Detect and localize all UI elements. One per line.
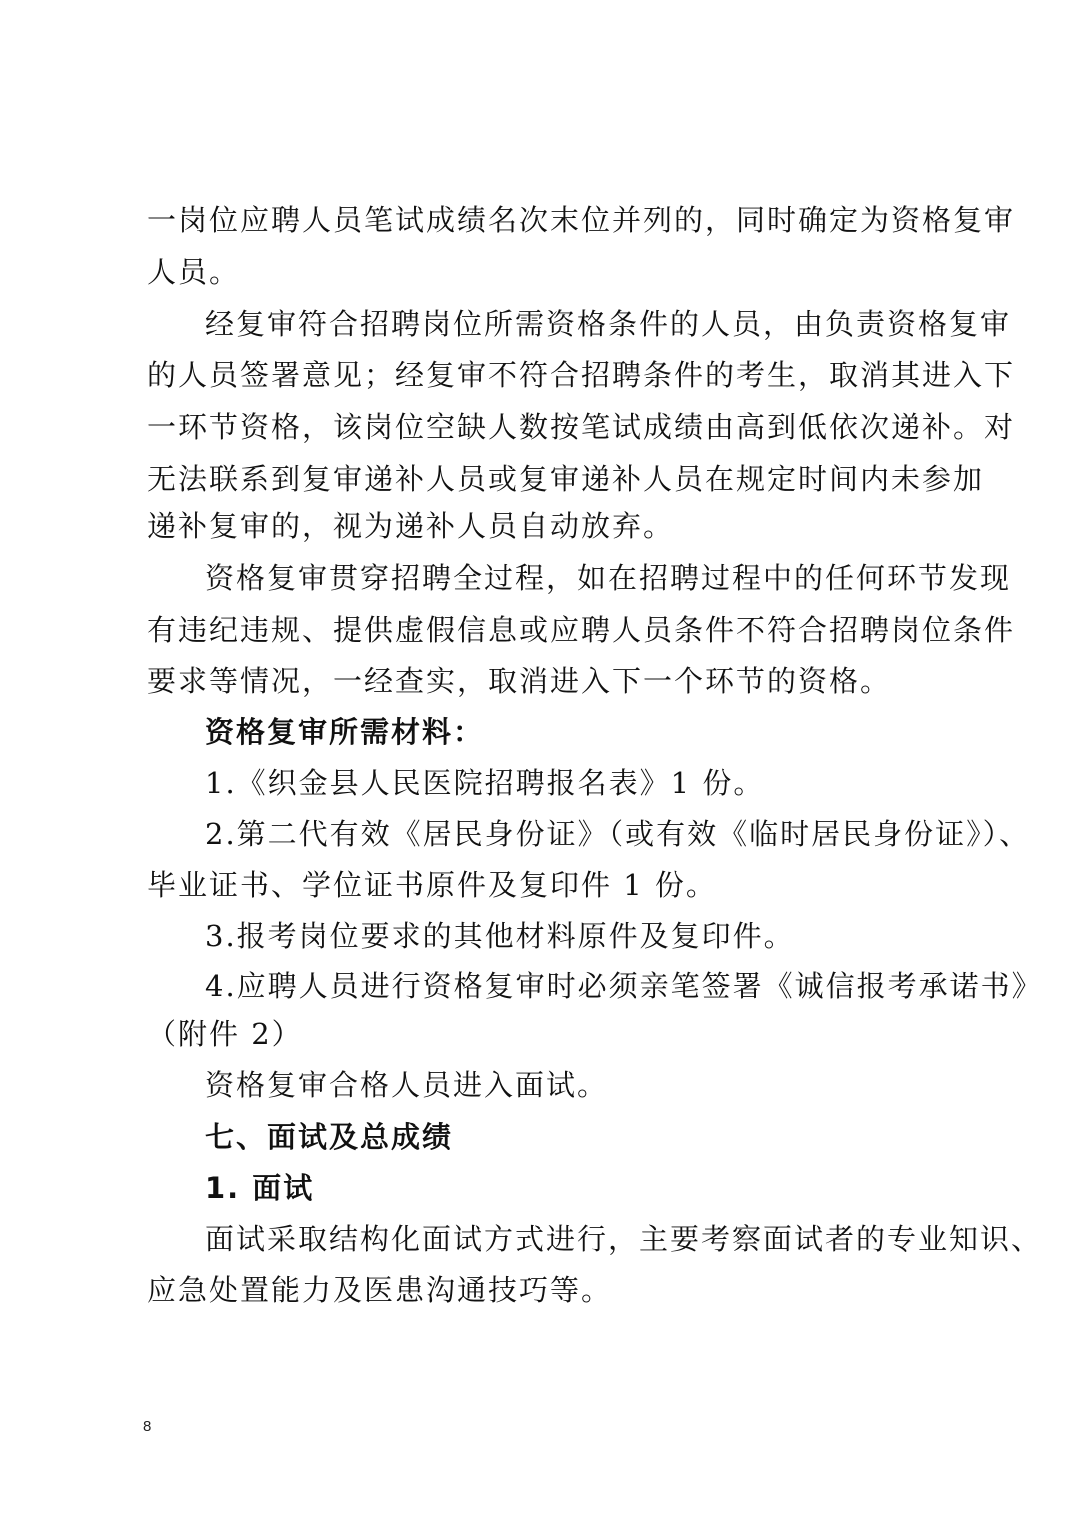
list-item: 1.《织金县人民医院招聘报名表》1 份。	[205, 766, 765, 800]
list-item: 3.报考岗位要求的其他材料原件及复印件。	[205, 919, 795, 953]
paragraph-line: 经复审符合招聘岗位所需资格条件的人员，由负责资格复审	[205, 307, 1012, 341]
paragraph-line: 一岗位应聘人员笔试成绩名次末位并列的，同时确定为资格复审	[147, 203, 1016, 237]
subsection-heading: 1. 面试	[205, 1171, 315, 1205]
list-item: 2.第二代有效《居民身份证》（或有效《临时居民身份证》）、	[205, 817, 1031, 851]
paragraph-line: 面试采取结构化面试方式进行，主要考察面试者的专业知识、	[205, 1222, 1043, 1256]
list-item-continuation: （附件 2）	[147, 1017, 303, 1051]
paragraph-line: 一环节资格，该岗位空缺人数按笔试成绩由高到低依次递补。对	[147, 410, 1016, 444]
paragraph-line: 递补复审的，视为递补人员自动放弃。	[147, 509, 675, 543]
materials-heading: 资格复审所需材料：	[205, 715, 485, 749]
paragraph-line: 资格复审合格人员进入面试。	[205, 1068, 609, 1102]
list-item-continuation: 毕业证书、学位证书原件及复印件 1 份。	[147, 868, 717, 902]
section-heading: 七、面试及总成绩	[205, 1120, 454, 1154]
list-item: 4.应聘人员进行资格复审时必须亲笔签署《诚信报考承诺书》	[205, 969, 1043, 1003]
paragraph-line: 资格复审贯穿招聘全过程，如在招聘过程中的任何环节发现	[205, 561, 1012, 595]
paragraph-line: 人员。	[147, 255, 241, 289]
paragraph-line: 应急处置能力及医患沟通技巧等。	[147, 1273, 613, 1307]
paragraph-line: 有违纪违规、提供虚假信息或应聘人员条件不符合招聘岗位条件	[147, 613, 1016, 647]
paragraph-line: 无法联系到复审递补人员或复审递补人员在规定时间内未参加	[147, 462, 985, 496]
page-number: 8	[143, 1418, 152, 1435]
paragraph-line: 要求等情况，一经查实，取消进入下一个环节的资格。	[147, 664, 892, 698]
paragraph-line: 的人员签署意见；经复审不符合招聘条件的考生，取消其进入下	[147, 358, 1016, 392]
